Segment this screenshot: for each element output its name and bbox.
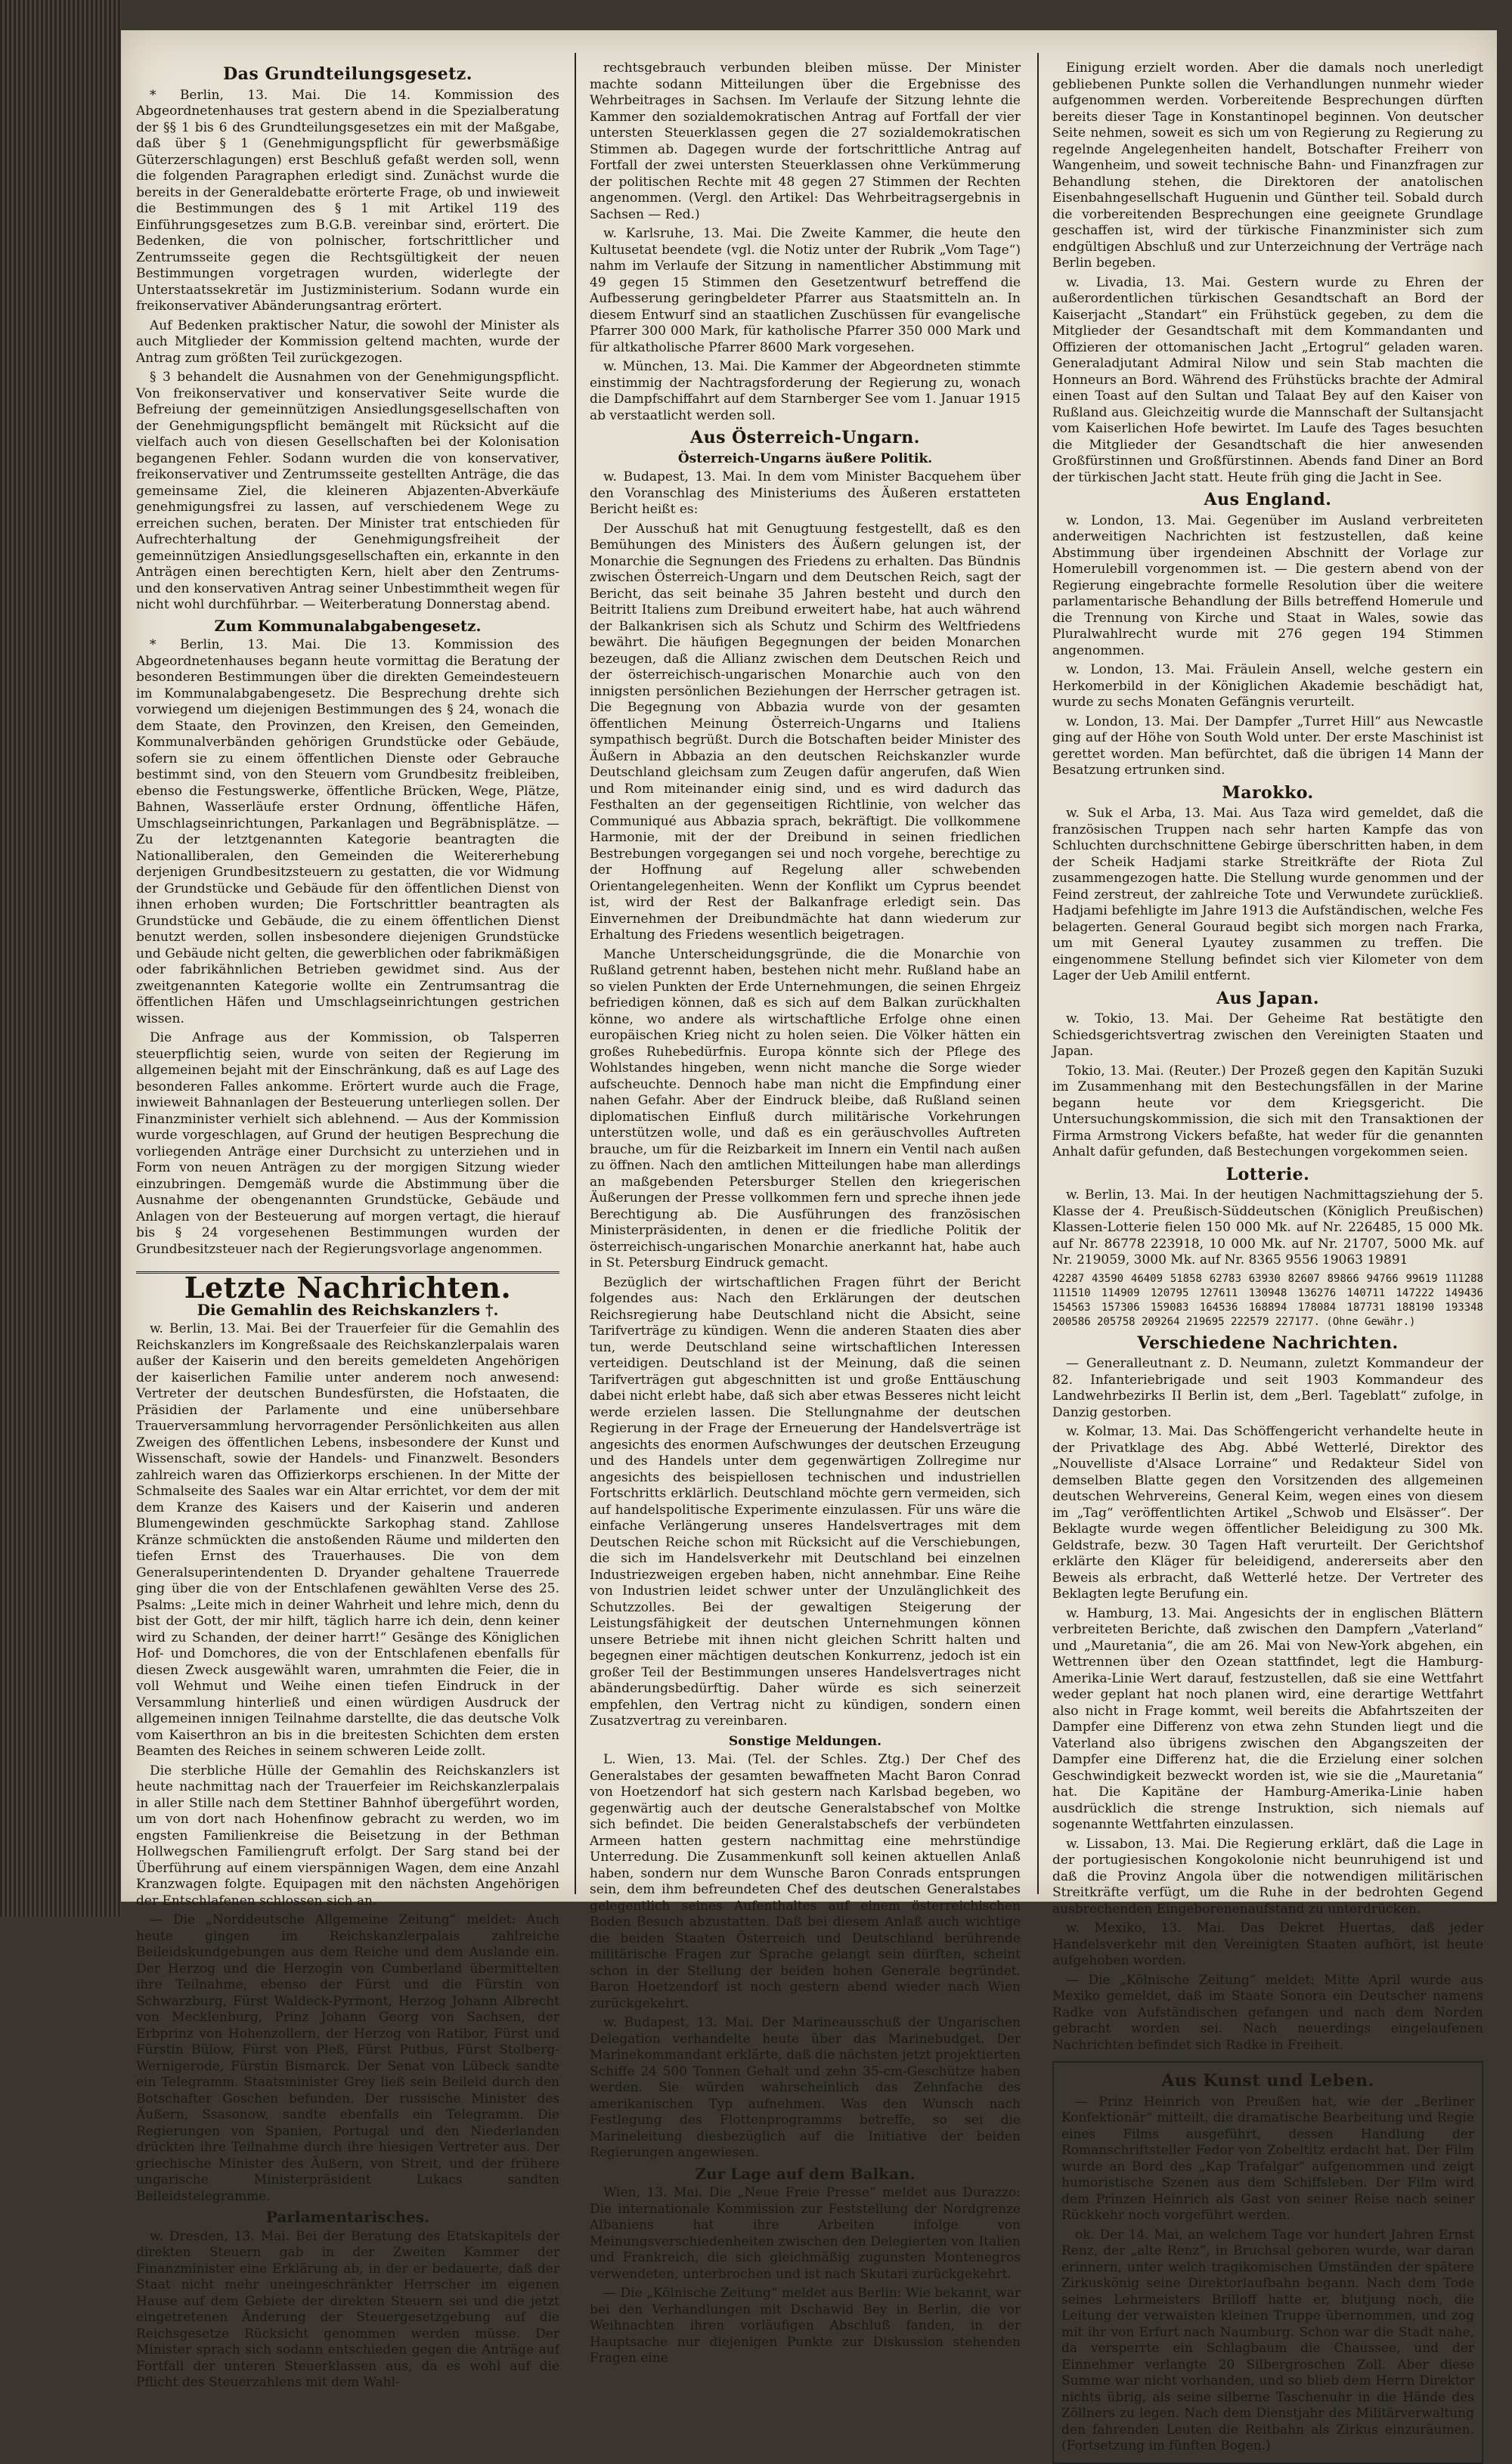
article-paragraph: — Die „Norddeutsche Allgemeine Zeitung“ meldet: Auch heute gingen im Reichskanzlerpalais zahlreiche Beileidskundgebungen aus dem Reiche und dem Auslande ein. Der Herzog und die Herzogin von Cumberland übermittelten ihre Teilnahme, ebenso der Fürst und die Fürstin von Schwarzburg, Fürst Waldeck-Pyrmont, Herzog Johann Albrecht von Mecklenburg, Prinz Johann Georg von Sachsen, der Erbprinz von Hohenzollern, der Herzog von Ratibor, Fürst und Fürstin Bülow, Fürst von Pleß, Fürst Putbus, Fürst Stolberg-Wernigerode, Fürstin Bismarck. Der Senat von Lübeck sandte ein Telegramm. Staatsminister Grey ließ sein Beileid durch den Botschafter Goschen befunden. Der russische Minister des Äußern, Ssasonow, sandte ebenfalls ein Telegramm. Die Regierungen von Spanien, Portugal und den Niederlanden drückten ihre Teilnahme durch ihre hiesigen Vertreter aus. Der griechische Minister des Äußern, von Streit, und der frühere ungarische Ministerpräsident Lukacs sandten Beileidstelegramme.	[136, 1912, 559, 2204]
article-paragraph: w. Lissabon, 13. Mai. Die Regierung erklärt, daß die Lage in der portugiesischen Kongokolonie nicht beunruhigend ist und daß die Provinz Angola über die notwendigen militärischen Streitkräfte verfügt, um die Ruhe in der bedrohten Gegend ausbrechenden Eingeborenenaufstand zu unterdrücken.	[1052, 1836, 1483, 1917]
article-paragraph: rechtsgebrauch verbunden bleiben müsse. Der Minister machte sodann Mitteilungen über die Ergebnisse des Wehrbeitrages in Sachsen. Im Verlaufe der Sitzung lehnte die Kammer den sozialdemokratischen Antrag auf Fortfall der vier untersten Steuerklassen gegen die 27 sozialdemokratischen Stimmen ab. Dagegen wurde der fortschrittliche Antrag auf Fortfall der zwei untersten Steuerklassen ohne Verkümmerung der politischen Rechte mit 48 gegen 27 Stimmen der Rechten angenommen. (Vergl. den Artikel: Das Wehrbeitragsergebnis in Sachsen — Red.)	[590, 60, 1021, 222]
column-rule	[575, 53, 576, 1894]
article-paragraph: Einigung erzielt worden. Aber die damals noch unerledigt gebliebenen Punkte sollen die Verhandlungen nunmehr wieder aufgenommen werden. Vorbereitende Besprechungen dürften bereits dieser Tage in Konstantinopel beginnen. Von deutscher Seite nehmen, soweit es sich um von Regierung zu Regierung zu regelnde Angelegenheiten handelt, Botschafter Freiherr von Wangenheim, und soweit technische Bahn- und Finanzfragen zur Behandlung stehen, die Direktoren der anatolischen Eisenbahngesellschaft Huguenin und Günther teil. Sobald durch die vorbereitenden Besprechungen eine geeignete Grundlage geschaffen ist, wird der türkische Finanzminister sich zum endgültigen Abschluß und zur Unterzeichnung der Verträge nach Berlin begeben.	[1052, 60, 1483, 271]
article-paragraph: w. Budapest, 13. Mai. In dem vom Minister Bacquehem über den Voranschlag des Ministeriums des Äußeren erstatteten Bericht heißt es:	[590, 469, 1021, 517]
article-paragraph: w. Dresden, 13. Mai. Bei der Beratung des Etatskapitels der direkten Steuern gab in der Zweiten Kammer der Finanzminister eine Erklärung ab, in der er bedauerte, daß der Staat nicht mehr uneingeschränkter Herrscher im eigenen Hause auf dem Gebiete der direkten Steuern sei und die jetzt eingetretenen Änderung der Steuergesetzgebung auf die Reichsgesetze Rücksicht genommen werden müsse. Der Minister sprach sich sodann entschieden gegen die Anträge auf Fortfall der unteren Steuerklassen aus, da es wohl auf die Pflicht des Steuerzahlens mit dem Wahl-	[136, 2228, 559, 2390]
article-paragraph: w. Karlsruhe, 13. Mai. Die Zweite Kammer, die heute den Kultusetat beendete (vgl. die Notiz unter der Rubrik „Vom Tage“) nahm im Verlaufe der Sitzung in namentlicher Abstimmung mit 49 gegen 15 Stimmen den Gesetzentwurf betreffend die Aufbesserung geringbeldeter Pfarrer aus Staatsmitteln an. In diesem Entwurf sind an staatlichen Zuschüssen für evangelische Pfarrer 300 000 Mark, für katholische Pfarrer 350 000 Mark und für altkatholische Pfarrer 8600 Mark vorgesehen.	[590, 226, 1021, 355]
article-heading: Zum Kommunalabgabengesetz.	[214, 616, 482, 635]
section-heading: Verschiedene Nachrichten.	[1137, 1333, 1399, 1353]
section-heading: Aus England.	[1204, 490, 1332, 509]
column-right	[1052, 60, 1483, 2453]
column-rule	[1037, 53, 1039, 1894]
article-paragraph: w. London, 13. Mai. Gegenüber im Ausland verbreiteten anderweitigen Nachrichten ist festzustellen, daß keine Abstimmung über irgendeinen Abschnitt der Vorlage zur Homerulebill vorgenommen ist. — Die gestern abend von der Regierung eingebrachte formelle Resolution über die weitere parlamentarische Behandlung der Bills betreffend Homerule und die Trennung von Kirche und Staat in Wales, sowie das Pluralwahlrecht wurde mit 276 gegen 194 Stimmen angenommen.	[1052, 512, 1483, 658]
article-paragraph: Wien, 13. Mai. Die „Neue Freie Presse“ meldet aus Durazzo: Die internationale Kommission zur Feststellung der Nordgrenze Albaniens hat ihre Arbeiten infolge von Meinungsverschiedenheiten zwischen den Delegierten von Italien und Frankreich, die sich gleichmäßig zugunsten Montenegros verwendeten, unterbrochen und ist nach Skutari zurückgekehrt.	[590, 2185, 1021, 2282]
article-paragraph: w. Budapest, 13. Mai. Der Marineausschuß der Ungarischen Delegation verhandelte heute über das Marinebudget. Der Marinekommandant erklärte, daß die nächsten jetzt projektierten Schiffe 24 500 Tonnen Gehalt und zehn 35-cm-Geschütze haben werden. Sie würden wahrscheinlich das Zehnfache des amerikanischen Typ aufnehmen. Was den Wunsch nach Festlegung des Flottenprogramms betreffe, so sei die Marineleitung diesbezüglich auf die Initiative der beiden Regierungen angewiesen.	[590, 2015, 1021, 2160]
section-heading: Aus Japan.	[1216, 988, 1320, 1008]
book-spine	[0, 0, 121, 1917]
article-paragraph: w. Tokio, 13. Mai. Der Geheime Rat bestätigte den Schiedsgerichtsvertrag zwischen den Vereinigten Staaten und Japan.	[1052, 1011, 1483, 1059]
section-heading: Das Grundteilungsgesetz.	[223, 64, 472, 84]
article-paragraph: § 3 behandelt die Ausnahmen von der Genehmigungspflicht. Von freikonservativer und konservativer Seite wurde die Befreiung der gemeinnützigen Ansiedlungsgesellschaften von der Genehmigungspflicht bemängelt mit Rücksicht auf die vielfach auch von diesen Gesellschaften bei der Kolonisation begangenen Fehler. Sodann wurden die von konservativer, freikonservativer und Zentrumsseite gestellten Anträge, die das gemeinsame Ziel, die kleineren Abjazenten-Abverkäufe genehmigungsfrei zu lassen, auf verschiedenem Wege zu erreichen suchen, beraten. Der Minister trat entschieden für Aufrechterhaltung der Genehmigungsfreiheit der gemeinnützigen Ansiedlungsgesellschaften ein, erkannte in den Anträgen einen berechtigten Kern, hielt aber den Zentrums- und den konservativen Antrag seiner Unbestimmtheit wegen für nicht wohl durchführbar. — Weiterberatung Donnerstag abend.	[136, 370, 559, 612]
article-paragraph: Die Anfrage aus der Kommission, ob Talsperren steuerpflichtig seien, wurde von seiten der Regierung im allgemeinen bejaht mit der Einschränkung, daß es auf Lage des besonderen Falles ankomme. Erörtert wurde auch die Frage, inwieweit Bahnanlagen der Besteuerung unterliegen sollen. Der Finanzminister verhielt sich ablehnend. — Aus der Kommission wurde vorgeschlagen, auf Grund der heutigen Besprechung die vorliegenden Anträge einer Durchsicht zu unterziehen und in Form von neuen Anträgen zu der morgigen Sitzung wieder einzubringen. Demgemäß wurde die Abstimmung über die Ausnahme der obengenannten Grundstücke, Gebäude und Anlagen von der Besteuerung auf morgen vertagt, die hierauf bis § 24 vorgesehenen Bestimmungen wurden der Grundbesitzsteuer nach der Regierungsvorlage angenommen.	[136, 1030, 559, 1257]
box-heading: Aus Kunst und Leben.	[1161, 2071, 1374, 2091]
section-heading: Aus Österreich-Ungarn.	[690, 428, 920, 447]
section-banner: Letzte Nachrichten.	[136, 1271, 559, 1296]
article-paragraph: — Die „Kölnische Zeitung“ meldet: Mitte April wurde aus Mexiko gemeldet, daß im Staate Sonora ein Deutscher namens Radke von Aufständischen gefangen und nach dem Norden gebracht worden sei. Nach neuerdings eingelaufenen Nachrichten befindet sich Radke in Freiheit.	[1052, 1972, 1483, 2053]
feuilleton-box	[1052, 2061, 1483, 2464]
article-paragraph: w. Kolmar, 13. Mai. Das Schöffengericht verhandelte heute in der Privatklage des Abg. Abbé Wetterlé, Direktor des „Nouvelliste d'Alsace Lorraine“ und Redakteur Sidel von demselben Blatte gegen den Vorsitzenden des allgemeinen deutschen Wehrvereins, General Keim, wegen eines von diesem im „Tag“ veröffentlichten Artikel „Schwob und Elsässer“. Der Beklagte wurde wegen öffentlicher Beleidigung zu 300 Mk. Geldstrafe, bezw. 30 Tagen Haft verurteilt. Der Gerichtshof erklärte den Kläger für beleidigend, andererseits aber den Beweis als erbracht, daß Wetterlé hetze. Der Vertreter des Beklagten legte Berufung ein.	[1052, 1424, 1483, 1602]
article-paragraph: * Berlin, 13. Mai. Die 13. Kommission des Abgeordnetenhauses begann heute vormittag die Beratung der besonderen Bestimmungen über die direkten Gemeindesteuern im Kommunalabgabengesetz. Die Besprechung drehte sich vorwiegend um diejenigen Bestimmungen des § 24, wonach die dem Staate, den Provinzen, den Kreisen, den Gemeinden, Kommunalverbänden gehörigen Grundstücke oder Gebäude, sofern sie zu einem öffentlichen Dienste oder Gebrauche bestimmt sind, von den Steuern vom Grundbesitz freibleiben, ebenso die Festungswerke, öffentliche Brücken, Wege, Plätze, Bahnen, Wasserläufe erster Ordnung, öffentliche Häfen, Umschlagseinrichtungen, Parkanlagen und Begräbnisplätze. — Zu der letztgenannten Kategorie beantragten die Nationalliberalen, den Gemeinden die Weitererhebung derjenigen Grundbesitzsteuern zu gestatten, die vor Widmung der Grundstücke und Gebäude für den öffentlichen Dienst von ihnen erhoben wurden; Die Fortschrittler beantragten als Grundstücke und Gebäude, die zu einem öffentlichen Dienst benutzt werden, sollen insbesondere diejenigen Grundstücke und Gebäude nicht gelten, die gewerblichen oder fabrikmäßigen oder fabrikähnlichen Betrieben gewidmet sind. Aus der zweitgenannten Kategorie wollte ein Zentrumsantrag die öffentlichen Häfen und Umschlagseinrichtungen gestrichen wissen.	[136, 637, 559, 1026]
article-paragraph: Der Ausschuß hat mit Genugtuung festgestellt, daß es den Bemühungen des Ministers des Äußern gelungen ist, der Monarchie die Segnungen des Friedens zu erhalten. Das Bündnis zwischen Österreich-Ungarn und dem Deutschen Reich, sagt der Bericht, das seit beinahe 35 Jahren besteht und durch den Beitritt Italiens zum Dreibund erweitert habe, hat auch während der Balkankrisen sich als Schutz und Schirm des Weltfriedens bewährt. Die häufigen Begegnungen der beiden Monarchen bezeugen, daß die Allianz zwischen dem Deutschen Reich und der österreichisch-ungarischen Monarchie auch von den innigsten persönlichen Beziehungen der Herrscher getragen ist. Die Begegnung von Abbazia wurde von der gesamten öffentlichen Meinung Österreich-Ungarns und Italiens sympathisch begrüßt. Durch die Botschaften beider Minister des Äußern in Abbazia an den deutschen Reichskanzler wurde Deutschland gleichsam zum Zeugen dafür angerufen, daß Wien und Rom miteinander einig sind, und es wird dadurch das Festhalten an der gegenseitigen Richtlinie, von welcher das Communiqué aus Abbazia sprach, bekräftigt. Die vollkommene Harmonie, mit der der Dreibund in seinen friedlichen Bestrebungen vorgegangen sei und noch vorgehe, berechtige zu der Hoffnung auf Regelung aller schwebenden Orientangelegenheiten. Wenn der Konflikt um Cyprus beendet ist, wird der Rest der Balkanfrage erledigt sein. Das Einvernehmen der Dreibundmächte hat dann wiederum zur Erhaltung des Friedens wesentlich beigetragen.	[590, 521, 1021, 943]
section-heading: Marokko.	[1222, 782, 1314, 803]
box-paragraph: ok. Der 14. Mai, an welchem Tage vor hundert Jahren Ernst Renz, der „alte Renz“, in Bruchsal geboren wurde, war daran erinnern, unter welch tragikomischen Umständen der spätere Zirkuskönig seine Direktorlaufbahn begann. Nach dem Tode seines Lehrmeisters Brilloff hatte er, blutjung noch, die Leitung der verwaisten kleinen Truppe übernommen, und zog mit ihr von Erfurt nach Naumburg. Schon war die Stadt nahe, da versperrte ein Schlagbaum die Chaussee, und der Einnehmer verlangte 20 Silbergroschen Zoll. Aber diese Summe war nicht vorhanden, und so blieb dem Herrn Direktor nichts übrig, als seine silberne Taschenuhr in die Hände des Zöllners zu legen. Nach dem Dienstjahr des Militärverwaltung den fahrenden Leuten die Reitbahn als Zirkus einzuräumen. (Fortsetzung im fünften Bogen.)	[1061, 2227, 1474, 2453]
article-paragraph: Bezüglich der wirtschaftlichen Fragen führt der Bericht folgendes aus: Nach den Erklärungen der deutschen Reichsregierung habe Deutschland nicht die Absicht, seine Tarifverträge zu kündigen. Wenn die anderen Staaten dies aber tun, werde Deutschland seine wirtschaftlichen Interessen verteidigen. Deutschland ist der Meinung, daß die seinen Tarifverträgen gut abgeschnitten ist und große Enttäuschung dabei nicht erlebt habe, daß sich aber etwas Besseres nicht leicht werde erzielen lassen. Die Stellungnahme der deutschen Regierung in der Frage der Erneuerung der Handelsverträge ist angesichts des enormen Aufschwunges der deutschen Erzeugung und des Handels unter dem gegenwärtigen Zollregime nur angesichts des beispiellosen technischen und industriellen Fortschritts erklärlich. Deutschland möchte gern vermeiden, sich auf handelspolitische Experimente einzulassen. Für uns wäre die einfache Verlängerung unseres Handelsvertrages mit dem Deutschen Reiche schon mit Rücksicht auf die Verschiebungen, die sich im Handelsverkehr mit Deutschland bei einzelnen Industriezweigen ergeben haben, nicht annehmbar. Eine Reihe von Industrien leidet schwer unter der Unzulänglichkeit des Schutzzolles. Bei der gewaltigen Steigerung der Leistungsfähigkeit der deutschen Unternehmungen können unsere Betriebe mit ihnen nicht gleichen Schritt halten und begegnen einer mächtigen deutschen Konkurrenz, jedoch ist ein großer Teil der Bestimmungen unseres Handelsvertrages nicht abänderungsbedürftig. Daher würde es sich seinerzeit empfehlen, den Vertrag nicht zu kündigen, sondern einen Zusatzvertrag zu vereinbaren.	[590, 1274, 1021, 1729]
column-left	[136, 60, 559, 2390]
article-paragraph: w. München, 13. Mai. Die Kammer der Abgeordneten stimmte einstimmig der Nachtragsforderung der Regierung zu, wonach die Dampfschiffahrt auf dem Starnberger See vom 1. Januar 1915 ab verstaatlicht werden soll.	[590, 359, 1021, 423]
article-paragraph: — Generalleutnant z. D. Neumann, zuletzt Kommandeur der 82. Infanteriebrigade und seit 1903 Kommandeur des Landwehrbezirks II Berlin ist, dem „Berl. Tageblatt“ zufolge, in Danzig gestorben.	[1052, 1356, 1483, 1420]
article-paragraph: w. London, 13. Mai. Fräulein Ansell, welche gestern ein Herkomerbild in der Königlichen Akademie beschädigt hat, wurde zu sechs Monaten Gefängnis verurteilt.	[1052, 662, 1483, 710]
article-paragraph: Die sterbliche Hülle der Gemahlin des Reichskanzlers ist heute nachmittag nach der Trauerfeier im Reichskanzlerpalais in aller Stille nach dem Stettiner Bahnhof übergeführt worden, um von dort nach Hohenfinow gebracht zu werden, wo im engsten Familienkreise die Beisetzung in der Bethman Hollwegschen Familiengruft erfolgt. Der Sarg stand bei der Überführung auf einem vierspännigen Wagen, dem eine Anzahl Kranzwagen folgte. Equipagen mit den nächsten Angehörigen der Entschlafenen schlossen sich an.	[136, 1763, 559, 1908]
article-paragraph: w. Livadia, 13. Mai. Gestern wurde zu Ehren der außerordentlichen türkischen Gesandtschaft an Bord der Kaiserjacht „Standart“ ein Frühstück gegeben, zu dem die Mitglieder der Gesandtschaft mit dem Kommandanten und Offizieren der ottomanischen Jacht „Ertogrul“ geladen waren. Generaladjutant Admiral Nilow und sein Stab machten die Honneurs an Bord. Während des Frühstücks brachte der Admiral einen Toast auf den Sultan und Talaat Bey auf den Kaiser von Rußland aus. Gleichzeitig wurde die Mannschaft der Sultansjacht vom Kaiserlichen Hofe bewirtet. Im Laufe des Tages besuchten die Mitglieder der Gesandtschaft die hier anwesenden Großfürstinnen und Großfürstinnen. Abends fand Diner an Bord der türkischen Jacht statt. Heute früh ging die Jacht in See.	[1052, 274, 1483, 485]
lottery-numbers: 42287 43590 46409 51858 62783 63930 82607 89866 94766 99619 111288 111510 114909 120795 127611 130948 136276 140711 147222 149436 154563 157306 159083 164536 168894 178084 187731 188190 193348 200586 205758 209264 219695 222579 227177. (Ohne Gewähr.)	[1052, 1272, 1483, 1328]
article-paragraph: Auf Bedenken praktischer Natur, die sowohl der Minister als auch Mitglieder der Kommission geltend machten, wurde der Antrag zum größten Teil zurückgezogen.	[136, 317, 559, 366]
article-paragraph: L. Wien, 13. Mai. (Tel. der Schles. Ztg.) Der Chef des Generalstabes der gesamten bewaffneten Macht Baron Conrad von Hoetzendorf hat sich gestern nach Karlsbad begeben, wo gegenwärtig auch der deutsche Generalstabschef von Moltke sich befindet. Die beiden Generalstabschefs der verbündeten Armeen hatten gestern nachmittag eine mehrstündige Unterredung. Die Zusammenkunft soll keinen aktuellen Anlaß haben, sondern nur dem Wunsche Baron Conrads entsprungen sein, dem ihm befreundeten Chef des deutschen Generalstabes gelegentlich seines Aufenthaltes auf einem österreichischen Boden Besuch abzustatten. Daß bei diesem Anlaß auch wichtige die beiden Staaten Österreich und Deutschland berührende militärische Fragen zur Sprache gelangt sein dürften, scheint schon in der Stellung der beiden hohen Generale begründet. Baron Hoetzendorf ist noch gestern abend wieder nach Wien zurückgekehrt.	[590, 1752, 1021, 2011]
section-heading: Lotterie.	[1225, 1164, 1310, 1184]
article-paragraph: w. Berlin, 13. Mai. Bei der Trauerfeier für die Gemahlin des Reichskanzlers im Kongreßsaale des Reichskanzlerpalais waren außer der Kaiserin und den bereits gemeldeten Angehörigen der kaiserlichen Familie unter anderem noch anwesend: Vertreter der deutschen Bundesfürsten, die Hofstaaten, die Präsidien der Parlamente und eine unübersehbare Trauerversammlung hervorragender Persönlichkeiten aus allen Zweigen des öffentlichen Lebens, insbesondere der Kunst und Wissenschaft, sowie der Handels- und Finanzwelt. Besonders zahlreich waren das Offizierkorps erschienen. In der Mitte der Schmalseite des Saales war ein Altar errichtet, vor dem der mit dem Kranze des Kaisers und der Kaiserin und anderen Blumengewinden geschmückte Sarkophag stand. Zahllose Kränze schmückten die anstoßenden Räume und milderten den tiefen Ernst des Trauerhauses. Die von dem Generalsuperintendenten D. Dryander gehaltene Trauerrede ging über die von der Entschlafenen gewählten Verse des 25. Psalms: „Leite mich in deiner Wahrheit und lehre mich, denn du bist der Gott, der mir hilft, täglich harre ich dein, denn keiner wird zu Schanden, der deiner harrt!“ Gesänge des Königlichen Hof- und Domchores, die von der Entschlafenen ebenfalls für diesen Zweck ausgewählt waren, umrahmten die Feier, die in voll Wehmut und Weihe einen tiefen Eindruck in der Versammlung hinterließ und einen würdigen Ausdruck der allgemeinen innigen Teilnahme darstellte, die das deutsche Volk vom Kaiserthron an bis in die breitesten Schichten dem ersten Beamten des Reiches in seinem schweren Leide zollt.	[136, 1321, 559, 1759]
column-middle	[590, 60, 1021, 2366]
sub-heading: Österreich-Ungarns äußere Politik.	[677, 450, 933, 466]
article-paragraph: w. Suk el Arba, 13. Mai. Aus Taza wird gemeldet, daß die französischen Truppen nach sehr harten Kampfe das von Schluchten durchschnittene Gebirge überschritten haben, in dem der Scheik Hadjami starke Streitkräfte der Riota Zul zusammengezogen hatte. Die Stellung wurde genommen und der Feind zerstreut, der zahlreiche Tote und Verwundete zurückließ. Hadjami befehligte im Jahre 1913 die Aufständischen, welche Fes belagerten. General Gouraud begibt sich morgen nach Frarka, um mit General Lyautey zusammen zu treffen. Die eingenommene Stellung befindet sich vier Kilometer von dem Lager der Ueb Amilil entfernt.	[1052, 806, 1483, 983]
article-paragraph: — Die „Kölnische Zeitung“ meldet aus Berlin: Wie bekannt, war bei den Verhandlungen mit Dschawid Bey in Berlin, die vor Weihnachten ihren vorläufigen Abschluß fanden, in der Hauptsache nur diejenigen Punkte zur Diskussion stehenden Fragen eine	[590, 2286, 1021, 2366]
newspaper-page	[121, 30, 1497, 2453]
sub-heading: Sonstige Meldungen.	[728, 1733, 882, 1749]
article-paragraph: w. London, 13. Mai. Der Dampfer „Turret Hill“ aus Newcastle ging auf der Höhe von South Wold unter. Der erste Maschinist ist gerettet worden. Man befürchtet, daß die übrigen 14 Mann der Besatzung ertrunken sind.	[1052, 714, 1483, 778]
article-paragraph: Manche Unterscheidungsgründe, die die Monarchie von Rußland getrennt haben, bestehen nicht mehr. Rußland habe an so vielen Punkten der Erde Unternehmungen, die seinen Ehrgeiz befriedigen können, daß es sich auf dem Balkan zurückhalten könne, wo andere als wirtschaftliche Erfolge ohne einen europäischen Krieg nicht zu holen seien. Die Völker hätten ein großes Ruhebedürfnis. Europa könnte sich der Pflege des Wohlstandes hingeben, wenn nicht manche die Sorge wieder aufscheuchte. Dennoch habe man nicht die Empfindung einer nahen Gefahr. Aber der Eindruck bleibe, daß Rußland seinen diplomatischen Einfluß durch militärische Vorkehrungen unterstützen wolle, und daß es ein geräuschvolles Auftreten brauche, um für die Reizbarkeit im Innern ein Ventil nach außen zu öffnen. Nach den amtlichen Mitteilungen habe man allerdings an maßgebenden Petersburger Stellen den kriegerischen Äußerungen der Presse vollkommen fern und spreche ihnen jede Berechtigung ab. Die Ausführungen des französischen Ministerpräsidenten, in denen er die friedliche Politik der österreichisch-ungarischen Monarchie anerkannt hat, habe auch in St. Petersburg Eindruck gemacht.	[590, 946, 1021, 1271]
article-paragraph: w. Berlin, 13. Mai. In der heutigen Nachmittagsziehung der 5. Klasse der 4. Preußisch-Süddeutschen (Königlich Preußischen) Klassen-Lotterie fielen 150 000 Mk. auf Nr. 226485, 15 000 Mk. auf Nr. 86778 223918, 10 000 Mk. auf Nr. 21707, 5000 Mk. auf Nr. 219059, 3000 Mk. auf Nr. 8365 9556 19063 19891	[1052, 1187, 1483, 1268]
box-paragraph: — Prinz Heinrich von Preußen hat, wie der „Berliner Konfektionär“ mitteilt, die dramatische Bearbeitung und Regie eines Films ausgeführt, dessen Handlung der Romanschriftsteller Fedor von Zobeltitz erdacht hat. Der Film wurde an Bord des „Kap Trafalgar“ aufgenommen und zeigt humoristische Szenen aus dem Schiffsleben. Der Film wird dem Prinzen Heinrich als Gast von seiner Reise nach seiner Rückkehr noch vorgeführt werden.	[1061, 2094, 1474, 2223]
article-paragraph: Tokio, 13. Mai. (Reuter.) Der Prozeß gegen den Kapitän Suzuki im Zusammenhang mit den Bestechungsfällen in der Marine begann heute vor dem Kriegsgericht. Die Untersuchungskommission, die sich mit den Transaktionen der Firma Armstrong Vickers befaßte, hat weder für die genannten Anhalt dafür gefunden, daß Bestechungen vorgekommen seien.	[1052, 1063, 1483, 1159]
article-paragraph: * Berlin, 13. Mai. Die 14. Kommission des Abgeordnetenhauses trat gestern abend in die Spezialberatung der §§ 1 bis 6 des Grundteilungsgesetzes ein mit der Maßgabe, daß über § 1 (Genehmigungspflicht für gewerbsmäßige Güterzerschlagungen) erst Beschluß gefaßt werden soll, wenn die folgenden Paragraphen erledigt sind. Zunächst wurde die bereits in der Generaldebatte erörterte Frage, ob und inwieweit die Bestimmungen des § 1 mit Artikel 119 des Einführungsgesetzes zum B.G.B. vereinbar sind, erörtert. Die Bedenken, die von polnischer, fortschrittlicher und Zentrumsseite gegen die Rechtsgültigkeit der neuen Bestimmungen vorgetragen wurden, widerlegte der Unterstaatssekretär im Justizministerium. Sodann wurde ein freikonservativer Abänderungsantrag erörtert.	[136, 87, 559, 314]
article-heading: Zur Lage auf dem Balkan.	[695, 2164, 916, 2183]
article-heading: Die Gemahlin des Reichskanzlers †.	[197, 1300, 499, 1319]
article-paragraph: w. Hamburg, 13. Mai. Angesichts der in englischen Blättern verbreiteten Berichte, daß zwischen den Dampfern „Vaterland“ und „Mauretania“, die am 26. Mai von New-York abgehen, ein Wettrennen über den Ozean stattfindet, legt die Hamburg-Amerika-Linie Wert darauf, festzustellen, daß sie eine Wettfahrt weder geplant hat noch planen wird, eine derartige Wettfahrt also nicht in Frage kommt, weil bereits die Abfahrtszeiten der Dampfer eine Differenz von etwa zehn Stunden liegt und die Vaterland also übrigens zwischen den Abgangszeiten der Dampfer eine Differenz hat, die die Erzielung einer solchen Geschwindigkeit bezweckt worden ist, wie sie die „Mauretania“ hat. Die Kapitäne der Hamburg-Amerika-Linie haben ausdrücklich die strenge Instruktion, sich niemals auf sogenannte Wettfahrten einzulassen.	[1052, 1605, 1483, 1832]
article-paragraph: w. Mexiko, 13. Mai. Das Dekret Huertas, daß jeder Handelsverkehr mit den Vereinigten Staaten aufhört, ist heute aufgehoben worden.	[1052, 1921, 1483, 1968]
article-heading: Parlamentarisches.	[265, 2208, 430, 2226]
